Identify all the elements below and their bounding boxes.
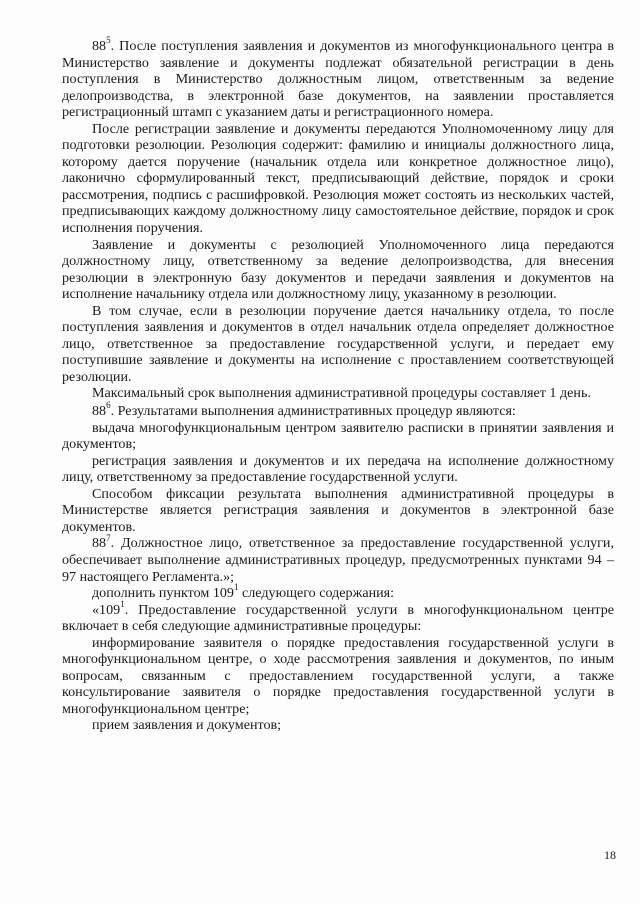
paragraph: После регистрации заявление и документы передаются Уполномоченному лицу для подготовки резолюции. Резолюция содержит: фамилию и инициалы должностного лица, которому дается поручение (начальник отдела или конкретное должностное лицо), лаконично сформулированный текст, предписывающий действие, порядок и сроки рассмотрения, подпись с расшифровкой. Резолюция может состоять из нескольких частей, предписывающих каждому должностному лицу самостоятельное действие, порядок и срок исполнения поручения.	[62, 120, 614, 237]
paragraph-88-5: $88^5$. После поступления заявления и документов из многофункционального центра в Министерство заявление и документы подлежат обязательной регистрации в день поступления в Министерство должностным лицом, ответственным за ведение делопроизводства, в электронной базе документов, на заявлении проставляется регистрационный штамп с указанием даты и регистрационного номера.	[62, 35, 614, 121]
paragraph: регистрация заявления и документов и их передача на исполнение должностному лицу, ответственному за предоставление государственной услуги.	[62, 452, 614, 486]
paragraph: Заявление и документы с резолюцией Уполномоченного лица передаются должностному лицу, ответственному за ведение делопроизводства, для внесения резолюции в электронную базу документов и передачи заявления и документов на исполнение начальнику отдела или должностному лицу, указанному в резолюции.	[62, 236, 614, 303]
paragraph: выдача многофункциональным центром заявителю расписки в принятии заявления и документов;	[62, 419, 614, 453]
page-number: 18	[604, 848, 616, 862]
paragraph-109-1: «$109^1$. Предоставление государственной услуги в многофункциональном центре включает в себя следующие административные процедуры:	[62, 598, 614, 635]
paragraph: прием заявления и документов;	[92, 717, 282, 734]
paragraph-amendment: дополнить пунктом $109^1$ следующего содержания:	[92, 582, 395, 602]
paragraph: Максимальный срок выполнения административной процедуры составляет 1 день.	[92, 385, 591, 402]
paragraph: информирование заявителя о порядке предоставления государственной услуги в многофункциональном центре, о ходе рассмотрения заявления и документов, по иным вопросам, связанным с предоставлением государственной услуги, а также консультирование заявителя о порядке предоставления государственной услуги в многофункциональном центре;	[62, 634, 614, 717]
paragraph-88-7: $88^7$. Должностное лицо, ответственное за предоставление государственной услуги, обеспечивает выполнение административных процедур, предусмотренных пунктами 94 – 97 настоящего Регламента.»;	[62, 532, 614, 585]
paragraph: Способом фиксации результата выполнения административной процедуры в Министерстве является регистрация заявления и документов в электронной базе документов.	[62, 485, 614, 535]
document-body	[62, 35, 614, 734]
paragraph: В том случае, если в резолюции поручение дается начальнику отдела, то после поступления заявления и документов в отдел начальник отдела определяет должностное лицо, ответственное за предоставление государственной услуги, и передает ему поступившие заявление и документы на исполнение с проставлением соответствующей резолюции.	[62, 302, 614, 385]
paragraph-88-6: $88^6$. Результатами выполнения административных процедур являются:	[92, 400, 516, 420]
